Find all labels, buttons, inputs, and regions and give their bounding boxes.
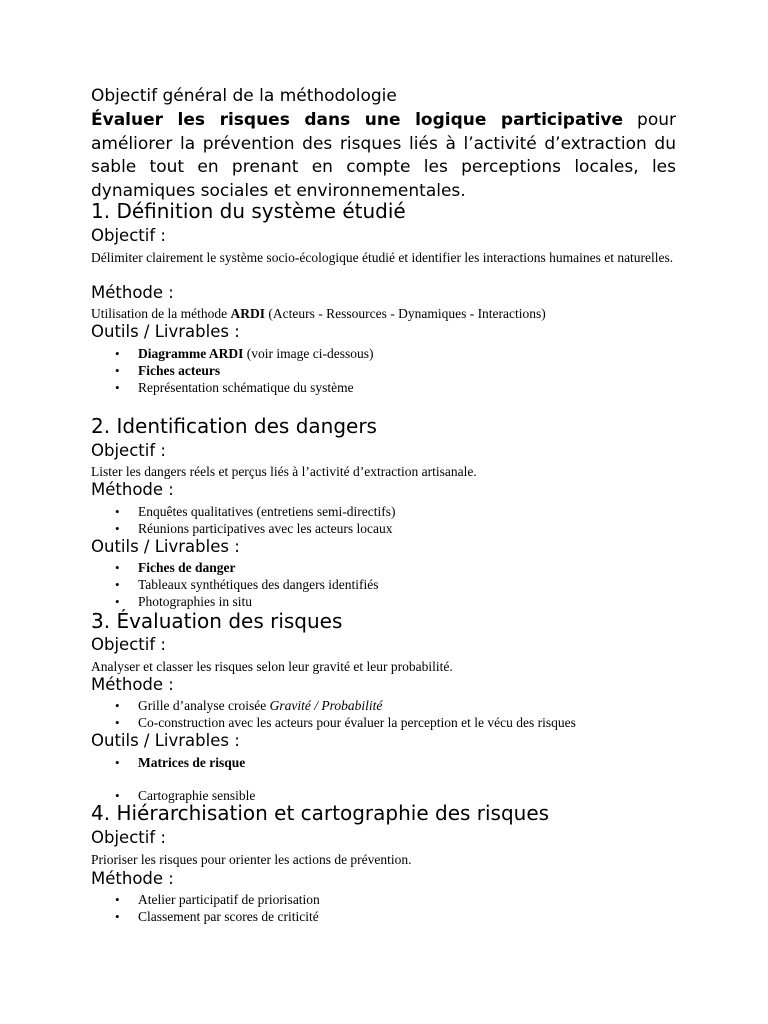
list-item: • Co-construction avec les acteurs pour évaluer la perception et le vécu des risques [91, 714, 576, 731]
section-3-methode-label: Méthode : [91, 675, 174, 694]
section-3-methode-list [91, 697, 576, 731]
section-4-objectif-text: Prioriser les risques pour orienter les actions de prévention. [91, 852, 412, 867]
section-2-outils-label: Outils / Livrables : [91, 537, 240, 556]
item-text: Représentation schématique du système [138, 380, 354, 395]
list-item [91, 379, 373, 396]
item-text: Grille d’analyse croisée [138, 698, 270, 713]
section-1-methode-label: Méthode : [91, 283, 174, 302]
intro-rest: pour améliorer la prévention des risques liés à l’activité d’extraction du sable tout en prenant en compte les perceptions locales, les dynamiques sociales et environnementales. [91, 110, 677, 201]
item-text: Tableaux synthétiques des dangers identifiés [138, 577, 379, 592]
section-4-methode-list [91, 891, 320, 925]
list-item [91, 697, 576, 714]
section-3-objectif-text: Analyser et classer les risques selon leur gravité et leur probabilité. [91, 659, 453, 674]
list-item: • Réunions participatives avec les acteurs locaux [91, 520, 396, 537]
list-item [91, 593, 379, 610]
list-item: • Atelier participatif de priorisation [91, 891, 320, 908]
methode-text: Utilisation de la méthode [91, 306, 231, 321]
section-2-methode-list [91, 503, 396, 537]
section-3-outils-label: Outils / Livrables : [91, 731, 240, 750]
section-3-outils-list [91, 754, 255, 804]
item-bold: Fiches acteurs [138, 363, 221, 378]
intro-lead: Évaluer les risques dans une logique participative [91, 110, 624, 130]
list-item [91, 362, 373, 379]
section-3-title: 3. Évaluation des risques [91, 609, 343, 633]
list-item [91, 754, 255, 771]
list-item: • Enquêtes qualitatives (entretiens semi-directifs) [91, 503, 396, 520]
item-text: Cartographie sensible [138, 788, 256, 803]
section-1-objectif-label: Objectif : [91, 226, 166, 245]
section-2-outils-list [91, 559, 379, 610]
section-4-title: 4. Hiérarchisation et cartographie des risques [91, 801, 550, 825]
section-1-outils-label: Outils / Livrables : [91, 322, 240, 341]
intro-paragraph [91, 109, 676, 203]
item-bold: Diagramme ARDI [138, 346, 244, 361]
methode-detail: (Acteurs - Ressources - Dynamiques - Interactions) [265, 306, 546, 321]
item-text: (voir image ci-dessous) [243, 346, 374, 361]
item-italic: Gravité / Probabilité [269, 698, 383, 713]
item-text: Photographies in situ [138, 594, 252, 609]
item-bold: Fiches de danger [138, 560, 236, 575]
list-item [91, 559, 379, 576]
list-item [91, 345, 373, 362]
section-4-methode-label: Méthode : [91, 869, 174, 888]
section-2-objectif-text: Lister les dangers réels et perçus liés à l’activité d’extraction artisanale. [91, 464, 477, 479]
section-1-methode-text [91, 305, 681, 322]
item-bold: Matrices de risque [138, 755, 246, 770]
section-1-outils-list [91, 345, 373, 396]
methode-name: ARDI [230, 306, 265, 321]
section-2-title: 2. Identification des dangers [91, 414, 377, 438]
list-item [91, 576, 379, 593]
intro-title: Objectif général de la méthodologie [91, 86, 397, 106]
section-4-objectif-label: Objectif : [91, 828, 166, 847]
section-2-objectif-label: Objectif : [91, 441, 166, 460]
section-2-methode-label: Méthode : [91, 480, 174, 499]
section-1-title: 1. Définition du système étudié [91, 199, 406, 223]
section-1-objectif-text: Délimiter clairement le système socio-écologique étudié et identifier les interactions humaines et naturelles. [91, 250, 674, 265]
section-3-objectif-label: Objectif : [91, 635, 166, 654]
list-item: • Classement par scores de criticité [91, 908, 320, 925]
